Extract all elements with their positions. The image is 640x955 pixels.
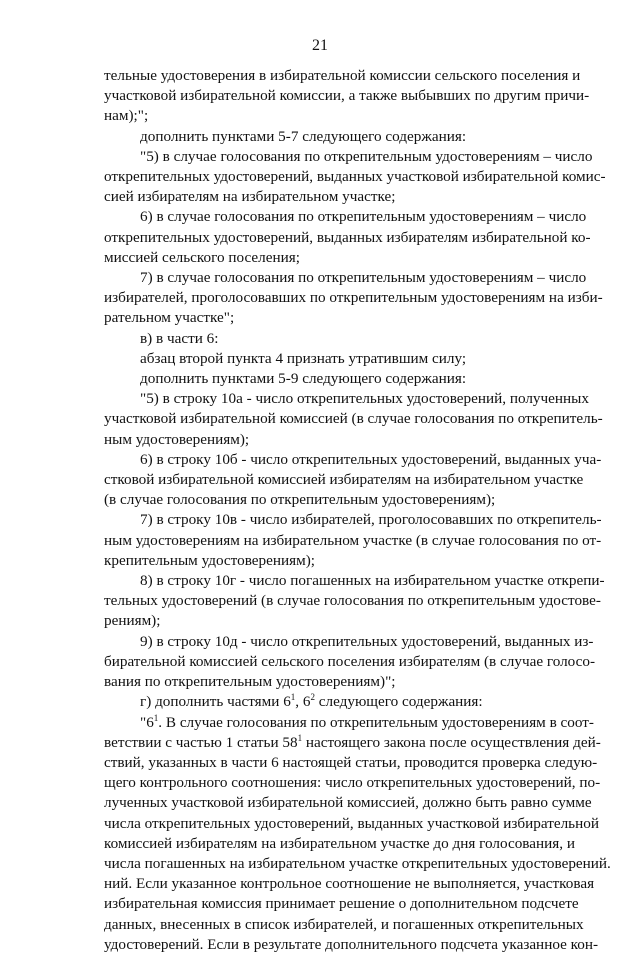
text-line: стковой избирательной комиссией избирателям на избирательном участке: [104, 471, 584, 489]
text-line: нам);";: [104, 107, 149, 125]
text-line: рениям);: [104, 612, 161, 630]
text-line: 8) в строку 10г - число погашенных на избирательном участке открепи-: [140, 572, 605, 590]
text-line: открепительных удостоверений, выданных избирателям избирательной ко-: [104, 228, 591, 246]
text-line: в) в части 6:: [140, 329, 219, 347]
text-line: 7) в случае голосования по открепительным удостоверениям – число: [140, 269, 587, 287]
text-line: участковой избирательной комиссии, а также выбывших по другим причи-: [104, 87, 590, 105]
text-line: бирательной комиссией сельского поселения избирателям (в случае голосо-: [104, 652, 596, 670]
text-line: числа погашенных на избирательном участке открепительных удостоверений.: [104, 854, 611, 872]
text-line: (в случае голосования по открепительным удостоверениям);: [104, 491, 496, 509]
text-line: "$6^1$. В случае голосования по открепительным удостоверениям в соот-: [140, 712, 594, 731]
text-line: 6) в строку 10б - число открепительных удостоверений, выданных уча-: [140, 450, 602, 468]
text-line: избирателей, проголосовавших по открепительным удостоверениям на изби-: [104, 289, 603, 307]
page-number: 21: [312, 37, 328, 54]
text-line: рательном участке";: [104, 309, 235, 327]
text-line: 9) в строку 10д - число открепительных удостоверений, выданных из-: [140, 632, 594, 650]
text-line: данных, внесенных в список избирателей, и погашенных открепительных: [104, 915, 584, 933]
text-line: участковой избирательной комиссией (в случае голосования по открепитель-: [104, 410, 603, 428]
text-line: ний. Если указанное контрольное соотношение не выполняется, участковая: [104, 875, 595, 893]
text-line: открепительных удостоверений, выданных участковой избирательной комис-: [104, 168, 606, 186]
text-line: ным удостоверениям);: [104, 430, 250, 448]
document-body: [104, 66, 611, 955]
text-line: ным удостоверениям на избирательном участке (в случае голосования по от-: [104, 531, 602, 549]
text-line: миссией сельского поселения;: [104, 248, 300, 266]
text-line: сией избирателям на избирательном участке;: [104, 188, 396, 206]
text-line: щего контрольного соотношения: число открепительных удостоверений, по-: [104, 774, 601, 792]
text-line: тельные удостоверения в избирательной комиссии сельского поселения и: [104, 67, 581, 84]
text-line: ствий, указанных в части 6 настоящей статьи, проводится проверка следую-: [104, 753, 598, 771]
text-line: избирательная комиссия принимает решение о дополнительном подсчете: [104, 895, 579, 913]
text-line: 7) в строку 10в - число избирателей, проголосовавших по открепитель-: [140, 511, 602, 529]
text-line: г) дополнить частями $6^1$, $6^2$ следующего содержания:: [140, 692, 483, 711]
text-line: комиссией избирателям на избирательном участке до дня голосования, и: [104, 834, 575, 852]
text-line: лученных участковой избирательной комиссией, должно быть равно сумме: [104, 794, 592, 812]
text-line: ветствии с частью 1 статьи $58^1$ настоящего закона после осуществления дей-: [104, 732, 601, 751]
text-line: "5) в строку 10а - число открепительных удостоверений, полученных: [140, 390, 589, 408]
text-line: дополнить пунктами 5-9 следующего содержания:: [140, 370, 467, 388]
text-line: 6) в случае голосования по открепительным удостоверениям – число: [140, 208, 587, 226]
text-line: крепительным удостоверениям);: [104, 551, 315, 569]
text-line: абзац второй пункта 4 признать утратившим силу;: [140, 349, 467, 367]
text-line: числа открепительных удостоверений, выданных участковой избирательной: [104, 814, 599, 832]
text-line: дополнить пунктами 5-7 следующего содержания:: [140, 127, 467, 145]
text-line: "5) в случае голосования по открепительным удостоверениям – число: [140, 147, 593, 165]
text-line: удостоверений. Если в результате дополнительного подсчета указанное кон-: [104, 935, 599, 953]
text-line: тельных удостоверений (в случае голосования по открепительным удостове-: [104, 592, 601, 610]
text-line: вания по открепительным удостоверениям)";: [104, 673, 396, 691]
